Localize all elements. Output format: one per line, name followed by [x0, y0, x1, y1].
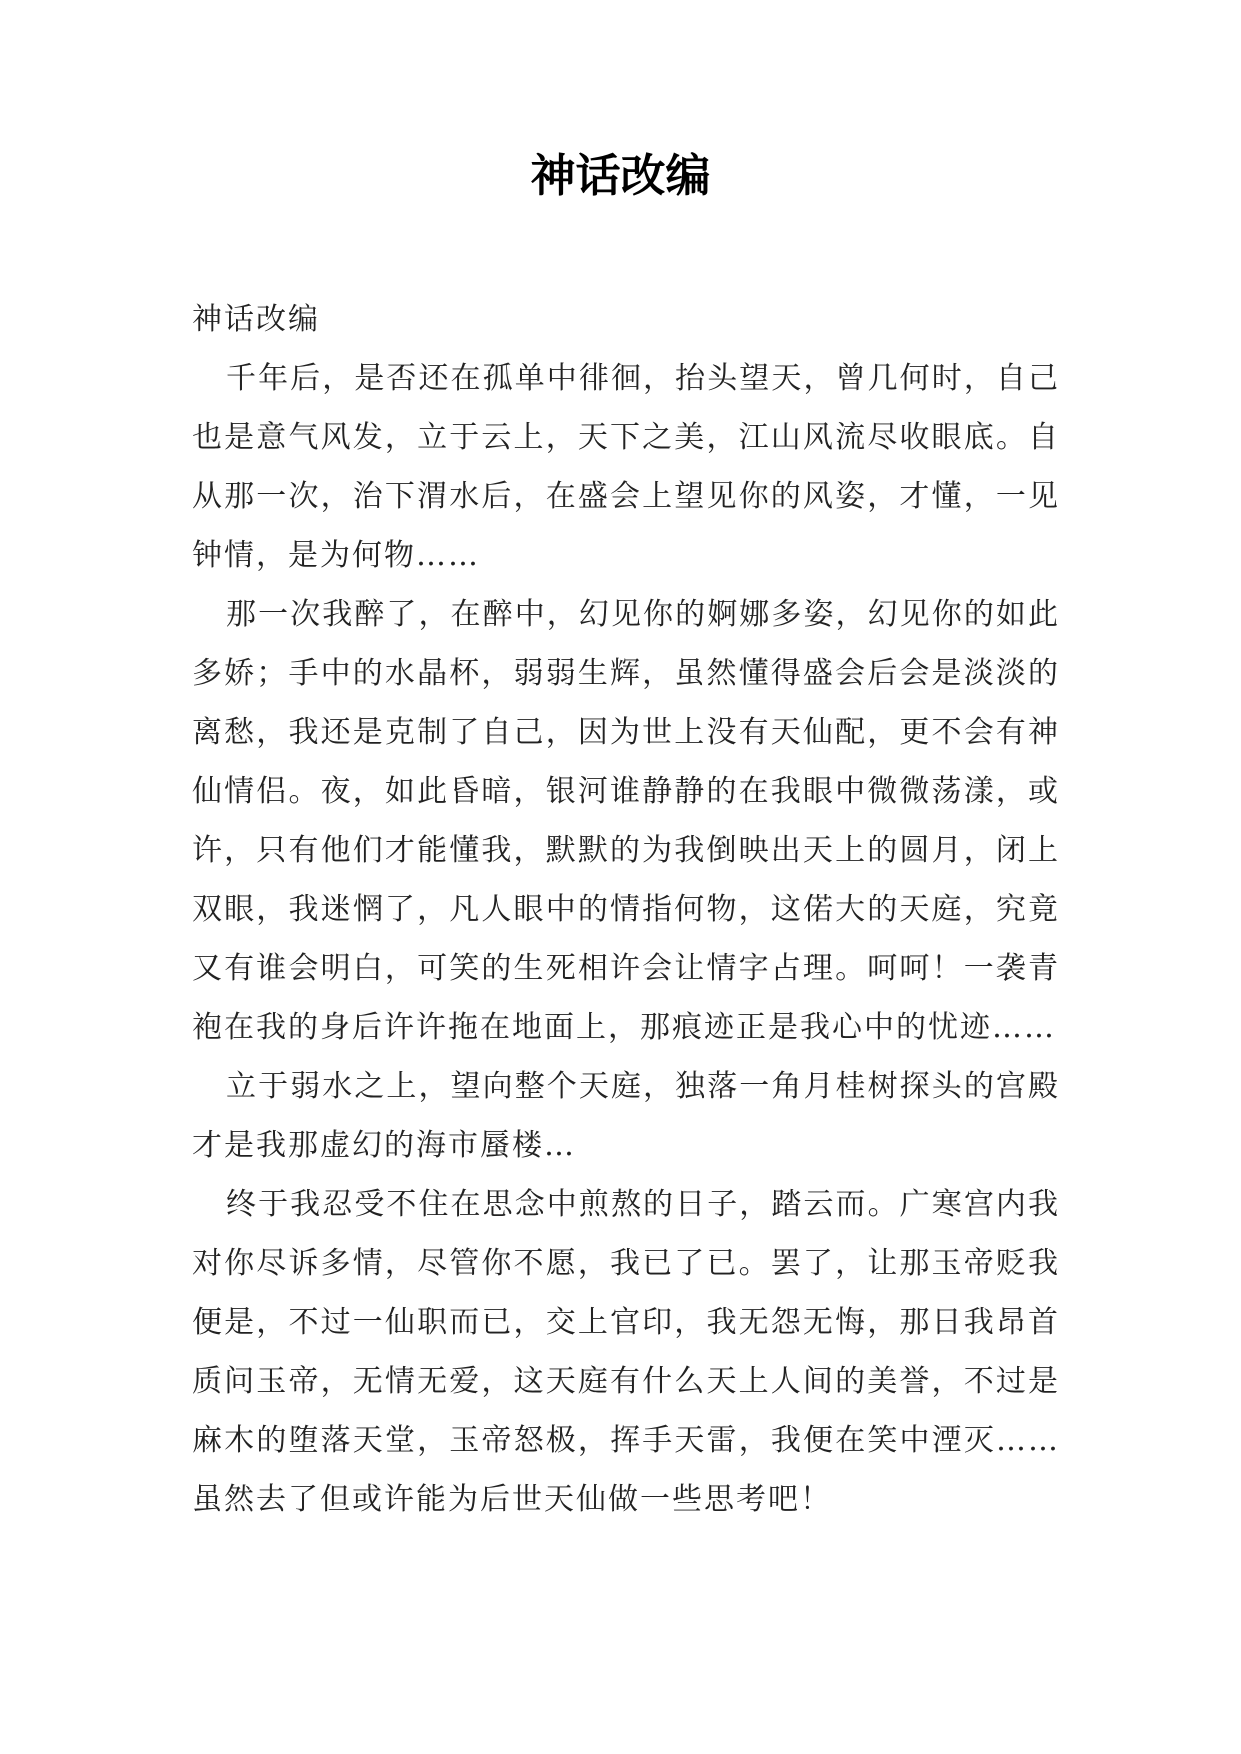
paragraph-3: 立于弱水之上，望向整个天庭，独落一角月桂树探头的宫殿才是我那虚幻的海市蜃楼…	[192, 1069, 1060, 1163]
paragraph-2: 那一次我醉了，在醉中，幻见你的婀娜多姿，幻见你的如此多娇；手中的水晶杯，弱弱生辉，虽然懂得盛会后会是淡淡的离愁，我还是克制了自己，因为世上没有天仙配，更不会有神仙情侣。夜，如此昏暗，银河谁静静的在我眼中微微荡漾，或许，只有他们才能懂我，默默的为我倒映出天上的圆月，闭上双眼，我迷惘了，凡人眼中的情指何物，这偌大的天庭，究竟又有谁会明白，可笑的生死相许会让情字占理。呵呵！一袭青袍在我的身后许许拖在地面上，那痕迹正是我心中的忧迹……	[192, 597, 1060, 1045]
paragraph-4: 终于我忍受不住在思念中煎熬的日子，踏云而。广寒宫内我对你尽诉多情，尽管你不愿，我已了已。罢了，让那玉帝贬我便是，不过一仙职而已，交上官印，我无怨无悔，那日我昂首质问玉帝，无情无爱，这天庭有什么天上人间的美誉，不过是麻木的堕落天堂，玉帝怒极，挥手天雷，我便在笑中湮灭……虽然去了但或许能为后世天仙做一些思考吧！	[192, 1187, 1060, 1517]
document-subtitle: 神话改编	[192, 302, 320, 337]
document-body	[192, 290, 1060, 1529]
paragraph-1: 千年后，是否还在孤单中徘徊，抬头望天，曾几何时，自己也是意气风发，立于云上，天下之美，江山风流尽收眼底。自从那一次，治下渭水后，在盛会上望见你的风姿，才懂，一见钟情，是为何物……	[192, 361, 1060, 573]
document-title: 神话改编	[530, 149, 711, 202]
